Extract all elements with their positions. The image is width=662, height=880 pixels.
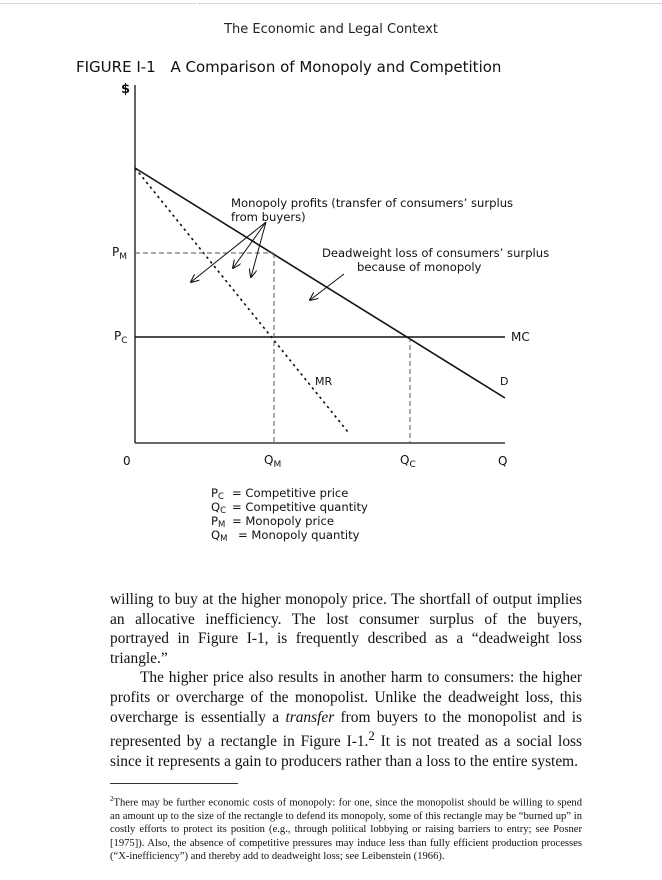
figure-number: FIGURE I-1 <box>76 58 156 76</box>
deadweight-annotation-line1: Deadweight loss of consumers’ surplus <box>322 246 550 260</box>
pc-label <box>114 329 128 346</box>
footnote-rule <box>110 783 238 784</box>
legend-symbol-pm: PM <box>211 514 226 530</box>
running-head: The Economic and Legal Context <box>224 22 438 37</box>
pc-label-main: P <box>114 329 122 343</box>
origin-label: 0 <box>123 454 131 468</box>
mc-label: MC <box>511 330 530 344</box>
footnote-text: There may be further economic costs of monopoly: for one, since the monopolist should be willing to spend an amount up to the size of the rectangle to defend its monopoly, some of this rectangle may be “burned up” in costly efforts to protect its position (e.g., through political lobbying or raising barriers to entry; see Posner [1975]). Also, the absence of competitive pressures may induce less than fully efficient production processes (“X-inefficiency”) and thereby add to deadweight loss; see Leibenstein (1966). <box>110 797 582 863</box>
pm-label-sub: M <box>119 252 128 262</box>
qc-label-main: Q <box>400 453 410 467</box>
legend-symbol-qm: QM <box>211 528 228 544</box>
paragraph-2: The higher price also results in another harm to consumers: the higher profits or overcharge of the monopolist. Unlike the deadweight loss, this overcharge is essentially a transfer from buyers to the monopolist and is represented by a rectangle in Figure I-1.$^2$ It is not treated as a social loss since it represents a gain to producers rather than a loss to the entire system. <box>110 669 583 770</box>
deadweight-annotation-line2: because of monopoly <box>357 260 482 274</box>
figure-legend <box>211 486 368 544</box>
legend-symbol-pc: PC <box>211 486 224 502</box>
emphasis-transfer: transfer <box>285 708 335 726</box>
profits-annotation-line2: from buyers) <box>231 210 306 224</box>
figure-caption: A Comparison of Monopoly and Competition <box>170 58 502 76</box>
profits-arrow-3 <box>251 222 266 277</box>
qc-label <box>400 453 416 470</box>
legend-text-qc: = Competitive quantity <box>232 500 368 514</box>
deadweight-arrow <box>310 274 344 300</box>
footnote <box>110 793 582 864</box>
qm-label-sub: M <box>273 460 282 470</box>
legend-text-pc: = Competitive price <box>232 486 349 500</box>
qm-label <box>264 453 281 470</box>
body-text <box>110 590 582 771</box>
profits-arrow-1 <box>191 222 266 282</box>
profits-annotation-line1: Monopoly profits (transfer of consumers’ surplus <box>231 196 514 210</box>
qm-label-main: Q <box>264 453 274 467</box>
legend-text-qm: = Monopoly quantity <box>238 528 360 542</box>
y-axis-label: $ <box>121 82 131 97</box>
pm-label-main: P <box>112 245 120 259</box>
mr-label: MR <box>315 375 333 388</box>
pm-label <box>112 245 127 262</box>
q-axis-label: Q <box>498 454 508 468</box>
qc-label-sub: C <box>409 460 416 470</box>
legend-text-pm: = Monopoly price <box>232 514 335 528</box>
pc-label-sub: C <box>121 336 128 346</box>
footnote-marker: 2 <box>110 795 114 803</box>
paragraph-1: willing to buy at the higher monopoly price. The shortfall of output implies an allocative inefficiency. The lost consumer surplus of the buyers, portrayed in Figure I-1, is frequently described as a “deadweight loss triangle.” <box>110 591 582 667</box>
footnote-ref: 2 <box>368 729 375 744</box>
demand-label: D <box>500 375 509 388</box>
legend-symbol-qc: QC <box>211 500 227 516</box>
